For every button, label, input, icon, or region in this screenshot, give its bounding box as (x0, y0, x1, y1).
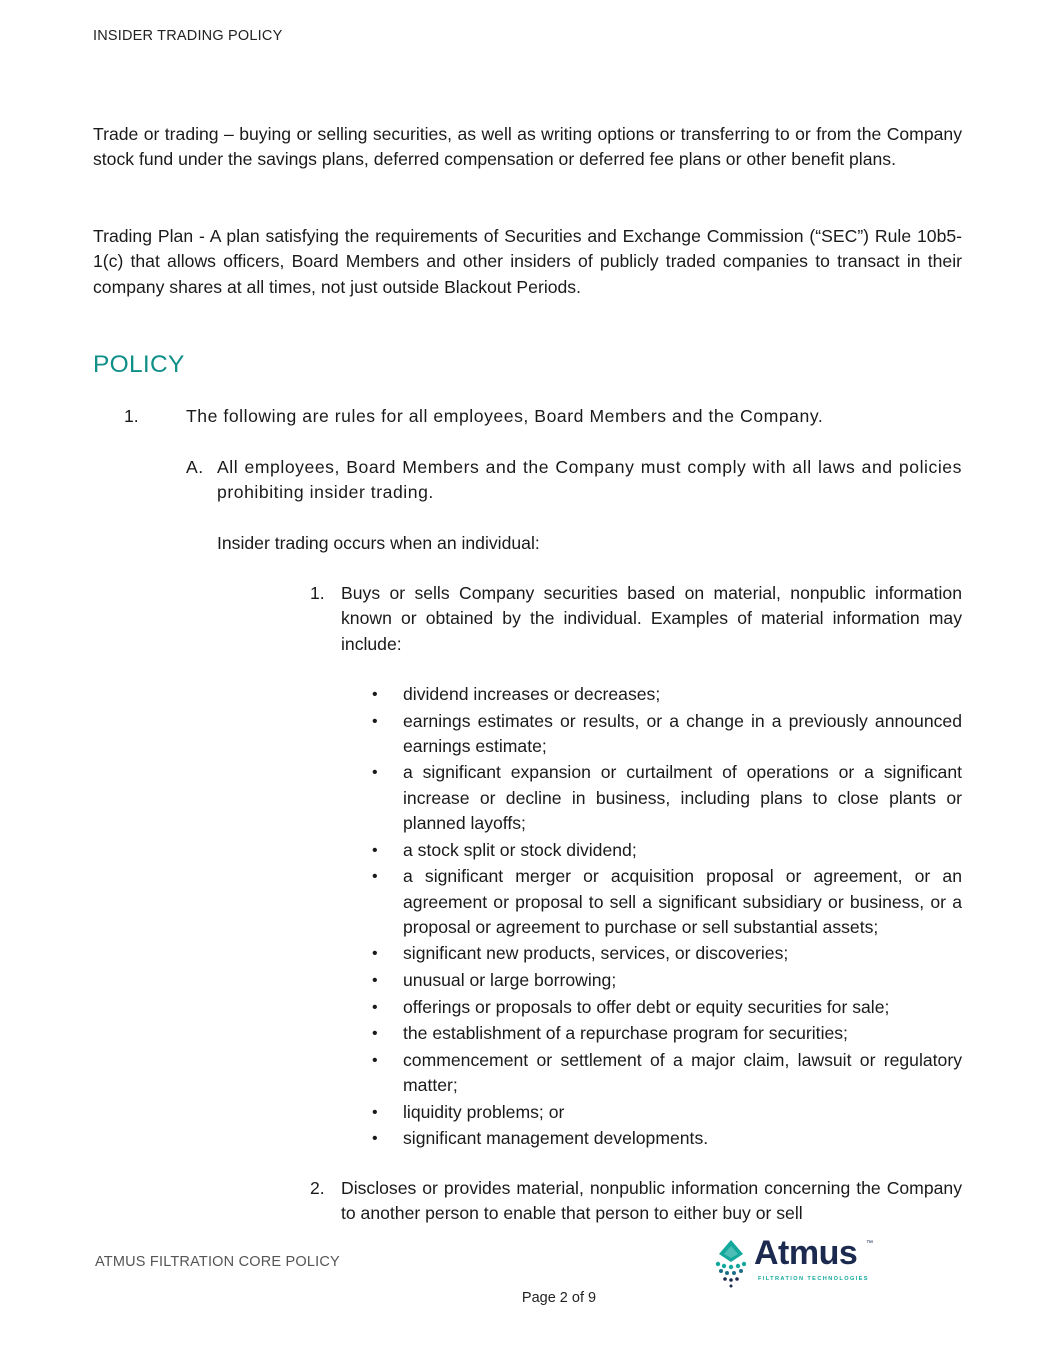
list-item (372, 1100, 962, 1125)
atmus-logo (712, 1234, 882, 1288)
list-item (372, 968, 962, 993)
bullet-icon: • (372, 712, 378, 730)
definition-trading-plan: Trading Plan - A plan satisfying the requirements of Securities and Exchange Commission (“SEC”) Rule 10b5-1(c) that allows officers, Board Members and other insiders of publicly traded companies to transact in their company shares at all times, not just outside Blackout Periods. (93, 226, 962, 297)
bullet-icon: • (372, 1103, 378, 1121)
footer-policy-label: ATMUS FILTRATION CORE POLICY (95, 1254, 340, 1270)
bullet-icon: • (372, 686, 378, 703)
bullet-icon: • (372, 972, 378, 990)
example-text: dividend increases or decreases; (403, 684, 661, 704)
logo-diamond-icon (716, 1240, 746, 1288)
list-item (372, 760, 962, 836)
subsection-marker: A. (186, 457, 204, 477)
logo-tagline: FILTRATION TECHNOLOGIES (758, 1276, 869, 1282)
list-item (372, 1126, 962, 1151)
list-item (372, 709, 962, 760)
page-number: Page 2 of 9 (521, 1290, 597, 1306)
example-text: a stock split or stock dividend; (403, 839, 637, 860)
bullet-icon: • (372, 1025, 378, 1043)
list-item (372, 941, 962, 966)
example-text: liquidity problems; or (403, 1101, 565, 1122)
example-text: earnings estimates or results, or a change in a previously announced earnings estimate; (403, 710, 962, 756)
section-heading-policy: POLICY (93, 351, 185, 378)
list-item-number: 2. (310, 1178, 325, 1198)
bullet-icon: • (372, 868, 378, 886)
bullet-icon: • (372, 945, 378, 963)
list-item (372, 1048, 962, 1099)
rule-text: The following are rules for all employees, Board Members and the Company. (186, 406, 824, 426)
subsection-text: All employees, Board Members and the Company must comply with all laws and policies prohibiting insider trading. (217, 457, 962, 503)
logo-wordmark: Atmus (754, 1234, 858, 1272)
example-text: unusual or large borrowing; (403, 970, 617, 991)
definition-trade: Trade or trading – buying or selling securities, as well as writing options or transferring to or from the Company stock fund under the savings plans, deferred compensation or deferred fee plans or other benefit plans. (93, 124, 962, 170)
page-header-title: INSIDER TRADING POLICY (93, 28, 283, 44)
bullet-icon: • (372, 764, 378, 782)
example-text: a significant merger or acquisition proposal or agreement, or an agreement or proposal to sell a significant subsidiary or business, or a proposal or agreement to purchase or sell substantial assets; (403, 866, 962, 937)
example-text: commencement or settlement of a major claim, lawsuit or regulatory matter; (403, 1049, 962, 1096)
list-item-text: Discloses or provides material, nonpublic information concerning the Company to another person to enable that person to either buy or sell (341, 1178, 962, 1224)
list-item-text: Buys or sells Company securities based on material, nonpublic information known or obtained by the individual. Examples of material information may include: (341, 583, 962, 654)
bullet-icon: • (372, 998, 378, 1016)
bullet-icon: • (372, 1051, 378, 1069)
bullet-icon: • (372, 841, 378, 859)
example-text: offerings or proposals to offer debt or equity securities for sale; (403, 996, 890, 1017)
list-item (372, 682, 962, 707)
example-text: significant management developments. (403, 1128, 709, 1149)
logo-trademark: ™ (866, 1240, 873, 1247)
list-item (372, 838, 962, 863)
rule-number: 1. (124, 406, 139, 426)
example-text: the establishment of a repurchase program for securities; (403, 1023, 848, 1044)
list-item (372, 995, 962, 1020)
example-text: significant new products, services, or discoveries; (403, 943, 789, 964)
bullet-icon: • (372, 1130, 378, 1148)
list-item-number: 1. (310, 583, 325, 603)
list-item (372, 864, 962, 940)
material-information-examples (372, 682, 962, 1153)
insider-trading-intro: Insider trading occurs when an individual: (217, 533, 540, 553)
example-text: a significant expansion or curtailment of operations or a significant increase or decline in business, including plans to close plants or planned layoffs; (403, 762, 962, 834)
list-item (372, 1021, 962, 1046)
